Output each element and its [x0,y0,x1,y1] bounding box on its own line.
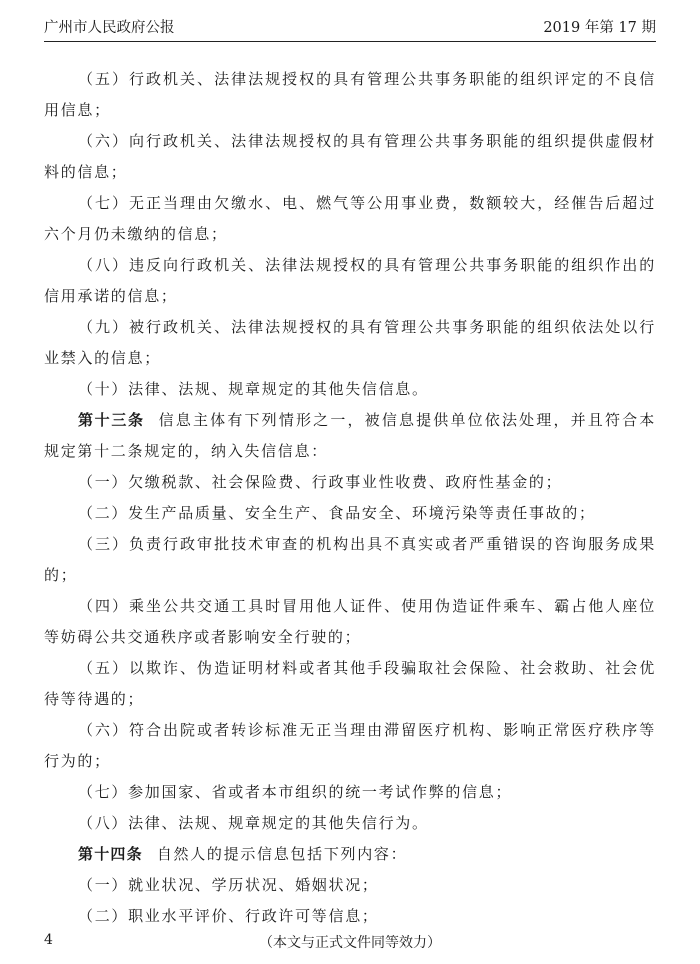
paragraph-text: （五）行政机关、法律法规授权的具有管理公共事务职能的组织评定的不良信用信息； [44,70,656,119]
publication-title: 广州市人民政府公报 [44,20,175,36]
paragraph-p12 [44,715,656,777]
paragraph-p7 [44,467,656,498]
paragraph-text: （六）向行政机关、法律法规授权的具有管理公共事务职能的组织提供虚假材料的信息； [44,132,656,181]
page-header [44,14,656,42]
article-number: 第十三条 [78,411,145,429]
article-number: 第十四条 [78,845,143,863]
paragraph-p0 [44,64,656,126]
page-footer [44,932,656,954]
paragraph-text: 信息主体有下列情形之一，被信息提供单位依法处理，并且符合本规定第十二条规定的，纳入失信信息： [44,411,656,460]
paragraph-p10 [44,591,656,653]
paragraph-p4 [44,312,656,374]
paragraph-text: （一）欠缴税款、社会保险费、行政事业性收费、政府性基金的； [78,473,563,491]
paragraph-text: （十）法律、法规、规章规定的其他失信信息。 [78,380,429,398]
footer-note: （本文与正式文件同等效力） [259,935,441,951]
paragraph-p11 [44,653,656,715]
paragraph-p17 [44,901,656,932]
paragraph-p15 [44,839,656,870]
paragraph-p13 [44,777,656,808]
page-number: 4 [44,932,53,948]
paragraph-text: （七）无正当理由欠缴水、电、燃气等公用事业费，数额较大，经催告后超过六个月仍未缴纳的信息； [44,194,656,243]
paragraph-text: （一）就业状况、学历状况、婚姻状况； [78,876,379,894]
paragraph-p5 [44,374,656,405]
paragraph-p6 [44,405,656,467]
paragraph-p14 [44,808,656,839]
paragraph-text: （五）以欺诈、伪造证明材料或者其他手段骗取社会保险、社会救助、社会优待等待遇的； [44,659,656,708]
paragraph-text: 自然人的提示信息包括下列内容： [156,845,408,863]
paragraph-text: （七）参加国家、省或者本市组织的统一考试作弊的信息； [78,783,513,801]
paragraph-text: （二）发生产品质量、安全生产、食品安全、环境污染等责任事故的； [78,504,596,522]
paragraph-p2 [44,188,656,250]
paragraph-p1 [44,126,656,188]
paragraph-p16 [44,870,656,901]
paragraph-text: （八）违反向行政机关、法律法规授权的具有管理公共事务职能的组织作出的信用承诺的信息； [44,256,656,305]
paragraph-text: （三）负责行政审批技术审查的机构出具不真实或者严重错误的咨询服务成果的； [44,535,656,584]
paragraph-p3 [44,250,656,312]
issue-number: 2019 年第 17 期 [543,20,656,36]
paragraph-text: （四）乘坐公共交通工具时冒用他人证件、使用伪造证件乘车、霸占他人座位等妨碍公共交通秩序或者影响安全行驶的； [44,597,656,646]
paragraph-p8 [44,498,656,529]
paragraph-text: （九）被行政机关、法律法规授权的具有管理公共事务职能的组织依法处以行业禁入的信息； [44,318,656,367]
paragraph-p9 [44,529,656,591]
paragraph-text: （六）符合出院或者转诊标准无正当理由滞留医疗机构、影响正常医疗秩序等行为的； [44,721,656,770]
paragraph-text: （二）职业水平评价、行政许可等信息； [78,907,379,925]
paragraph-text: （八）法律、法规、规章规定的其他失信行为。 [78,814,429,832]
document-body [44,64,656,932]
